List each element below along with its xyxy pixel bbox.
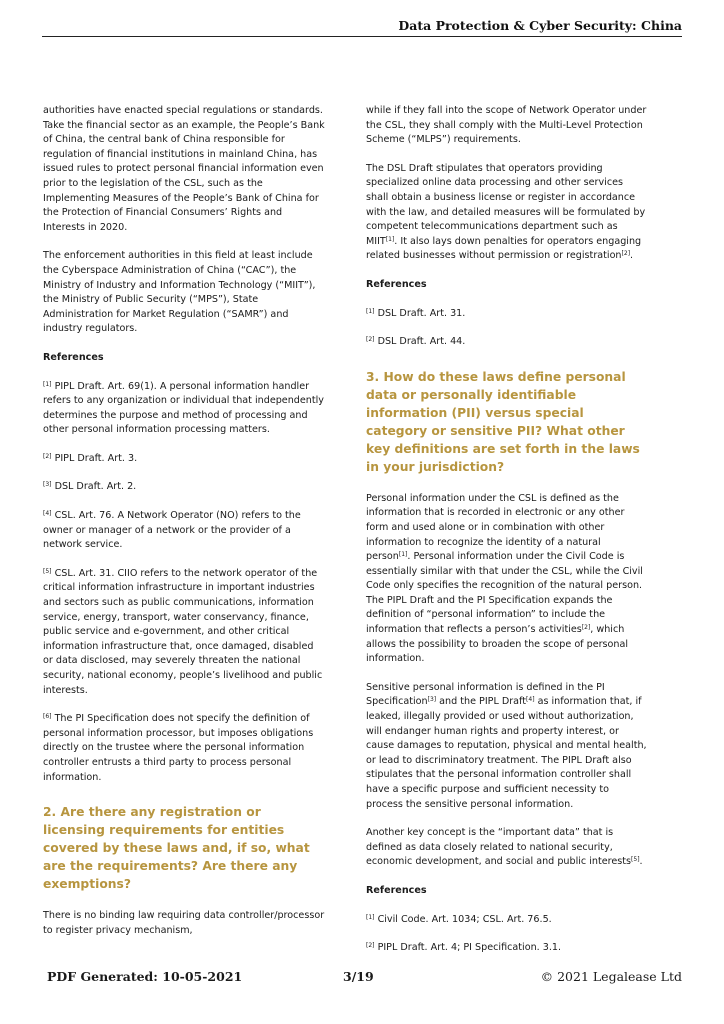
- reference-text: CSL. Art. 31. CIIO refers to the network operator of the critical information infrastructure in important industries and sectors such as public communications, information service, energy, transport, water conservancy, finance, public service and e-government, and other critical information infrastructure that, once damaged, disabled or data disclosed, may severely threaten the national security, national economy, people’s livelihood and public interests.: [43, 567, 323, 696]
- footnote-marker: [1]: [398, 551, 408, 559]
- paragraph: authorities have enacted special regulations or standards. Take the financial sector as an example, the People’s Bank of China, the central bank of China responsible for regulation of financial institutions in mainland China, has issued rules to protect personal financial information even prior to the legislation of the CSL, such as the Implementing Measures of the People’s Bank of China for the Protection of Financial Consumers’ Rights and Interests in 2020.: [43, 105, 325, 233]
- right-column: [366, 104, 648, 970]
- question-heading: 2. Are there any registration or licensing requirements for entities covered by these laws and, if so, what are the requirements? Are there any exemptions?: [43, 805, 310, 892]
- footnote-marker: [3]: [427, 696, 437, 704]
- reference-item: [43, 509, 325, 553]
- reference-item: [43, 380, 325, 438]
- header-divider: [42, 36, 682, 37]
- footnote-marker: [1]: [366, 913, 375, 921]
- references-heading: References: [43, 351, 104, 363]
- paragraph: Personal information under the CSL is defined as the information that is recorded in electronic or any other form and used alone or in combination with other information to recognize the identity of a natural person[1]. Personal information under the Civil Code is essentially similar with that under the CSL, while the Civil Code only specifies the recognition of the natural person. The PIPL Draft and the PI Specification expands the definition of “personal information” to include the information that reflects a person’s activities[2], which allows the possibility to broaden the scope of personal information.: [366, 492, 643, 665]
- footnote-marker: [1]: [43, 380, 52, 388]
- pdf-generated-date: PDF Generated: 10-05-2021: [47, 969, 243, 984]
- footnote-marker: [2]: [621, 250, 631, 258]
- paragraph: The DSL Draft stipulates that operators providing specialized online data processing and other services shall obtain a business license or register in accordance with the law, and detailed measures will be formulated by competent telecommunications department such as MIIT[1]. It also lays down penalties for operators engaging related businesses without permission or registration[2].: [366, 162, 646, 262]
- reference-text: Civil Code. Art. 1034; CSL. Art. 76.5.: [377, 913, 552, 925]
- paragraph: Sensitive personal information is defined in the PI Specification[3] and the PIPL Draft[4] as information that, if leaked, illegally provided or used without authorization, will endanger human rights and property interest, or cause damages to reputation, physical and mental health, or lead to discriminatory treatment. The PIPL Draft also stipulates that the personal information controller shall have a specific purpose and sufficient necessity to process the sensitive personal information.: [366, 681, 647, 810]
- footnote-marker: [2]: [366, 942, 375, 950]
- reference-text: The PI Specification does not specify the definition of personal information processor, but imposes obligations directly on the trustee where the personal information controller entrusts a third party to process personal information.: [43, 713, 314, 783]
- reference-item: [366, 913, 648, 928]
- reference-item: [43, 452, 325, 467]
- footnote-marker: [5]: [43, 567, 52, 575]
- reference-text: DSL Draft. Art. 31.: [377, 307, 466, 319]
- footnote-marker: [1]: [366, 307, 375, 315]
- paragraph: Another key concept is the “important data” that is defined as data closely related to national security, economic development, and social and public interests[5].: [366, 827, 643, 868]
- footnote-marker: [6]: [43, 713, 52, 721]
- reference-text: PIPL Draft. Art. 4; PI Specification. 3.1.: [377, 942, 562, 954]
- reference-text: PIPL Draft. Art. 3.: [54, 452, 138, 464]
- reference-text: DSL Draft. Art. 44.: [377, 336, 466, 348]
- reference-item: [43, 480, 325, 495]
- reference-text: DSL Draft. Art. 2.: [54, 481, 137, 493]
- footnote-marker: [3]: [43, 481, 52, 489]
- paragraph: There is no binding law requiring data controller/processor to register privacy mechanism,: [43, 910, 325, 936]
- page-header-title: Data Protection & Cyber Security: China: [398, 18, 682, 33]
- references-heading: References: [366, 278, 427, 290]
- footnote-marker: [5]: [631, 856, 640, 864]
- footnote-marker: [2]: [581, 624, 591, 632]
- references-heading: References: [366, 884, 427, 896]
- reference-item: [43, 567, 325, 698]
- reference-item: [366, 307, 648, 322]
- page-number: 3/19: [343, 969, 374, 984]
- paragraph: while if they fall into the scope of Network Operator under the CSL, they shall comply with the Multi-Level Protection Scheme (“MLPS”) requirements.: [366, 105, 647, 146]
- footnote-marker: [4]: [43, 510, 52, 518]
- reference-text: CSL. Art. 76. A Network Operator (NO) refers to the owner or manager of a network or the provider of a network service.: [43, 510, 301, 551]
- reference-item: [366, 335, 648, 350]
- question-heading: 3. How do these laws define personal data or personally identifiable information (PII) versus special category or sensitive PII? What other key definitions are set forth in the laws in your jurisdiction?: [366, 369, 640, 474]
- paragraph: The enforcement authorities in this field at least include the Cyberspace Administration of China (“CAC”), the Ministry of Industry and Information Technology (“MIIT”), the Ministry of Public Security (“MPS”), State Administration for Market Regulation (“SAMR”) and industry regulators.: [43, 250, 316, 335]
- footnote-marker: [4]: [526, 696, 535, 704]
- footnote-marker: [2]: [43, 452, 52, 460]
- reference-item: [43, 712, 325, 785]
- reference-text: PIPL Draft. Art. 69(1). A personal information handler refers to any organization or individual that independently determines the purpose and method of processing and other personal information processing matters.: [43, 380, 324, 436]
- footnote-marker: [2]: [366, 336, 375, 344]
- footnote-marker: [1]: [385, 235, 395, 243]
- reference-item: [366, 941, 648, 956]
- left-column: [43, 104, 325, 952]
- copyright: © 2021 Legalease Ltd: [540, 969, 682, 984]
